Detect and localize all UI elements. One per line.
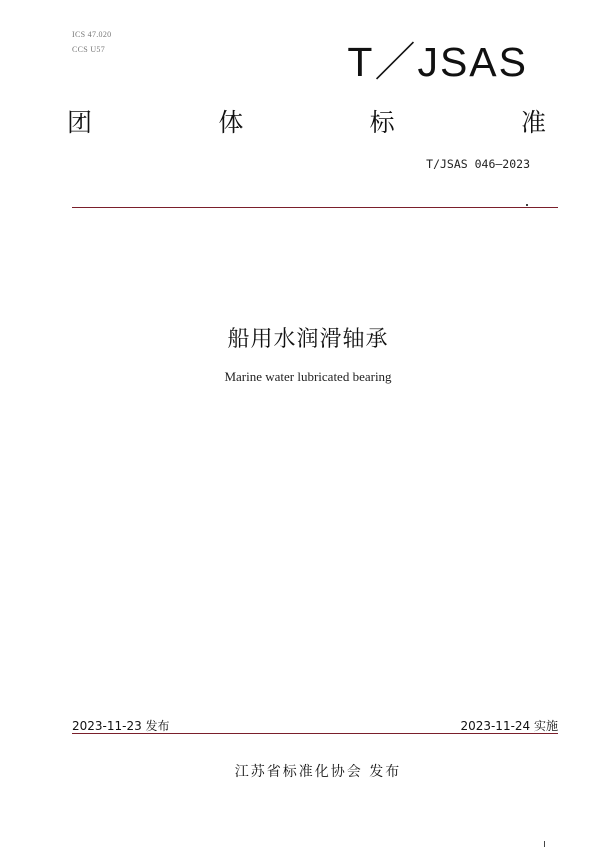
standard-type-char-2: 体 [218, 108, 244, 137]
top-divider [72, 207, 558, 208]
divider-tick-mark [526, 204, 528, 206]
bottom-divider [72, 733, 558, 734]
standard-code: T／JSAS [347, 39, 528, 85]
standard-type [67, 110, 546, 135]
page-mark [544, 841, 545, 847]
ccs-code: CCS U57 [72, 45, 105, 54]
publisher: 江苏省标准化协会 发布 [234, 764, 402, 780]
standard-type-char-3: 标 [369, 108, 395, 137]
standard-type-char-1: 团 [67, 108, 93, 137]
publish-date: 2023-11-23 发布 [72, 719, 170, 733]
standard-number: T/JSAS 046—2023 [426, 157, 530, 171]
standard-type-char-4: 准 [520, 108, 546, 137]
implement-date: 2023-11-24 实施 [460, 719, 558, 733]
title-chinese: 船用水润滑轴承 [227, 327, 389, 352]
ics-code: ICS 47.020 [72, 30, 112, 39]
title-english: Marine water lubricated bearing [224, 369, 392, 384]
